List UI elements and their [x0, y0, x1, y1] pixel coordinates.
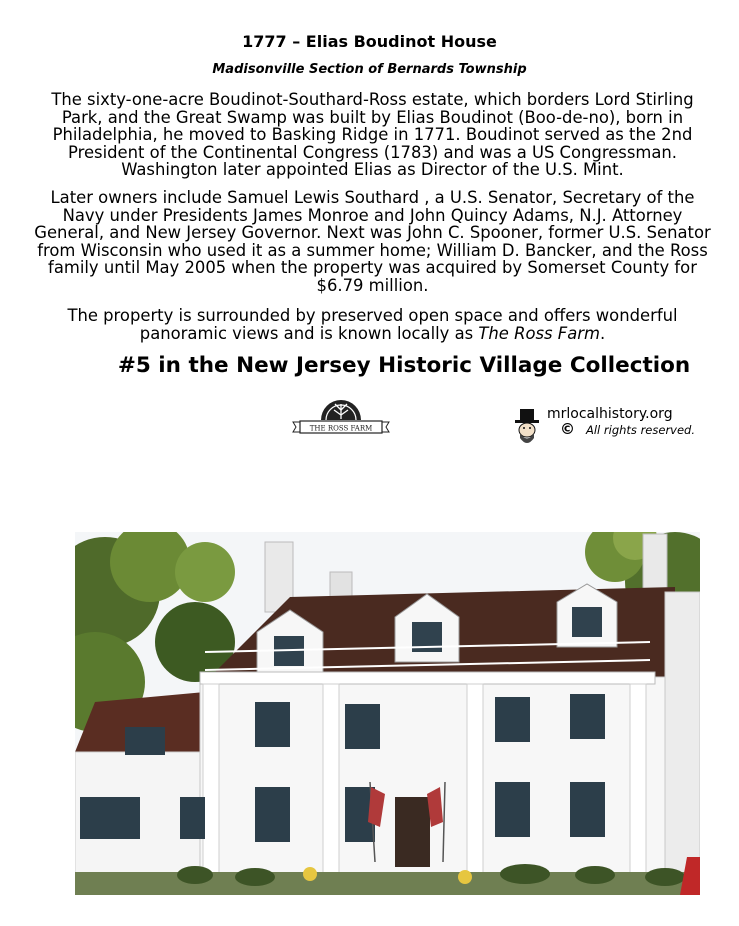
- mascot-icon: [513, 408, 541, 448]
- rights-text: All rights reserved.: [586, 423, 696, 437]
- page-title: 1777 – Elias Boudinot House: [242, 32, 497, 51]
- page-subtitle: Madisonville Section of Bernards Township: [212, 62, 527, 77]
- collection-title: #5 in the New Jersey Historic Village Collection: [117, 353, 691, 378]
- paragraph-3-text: The property is surrounded by preserved open space and offers wonderful panoramic views and is known locally as: [67, 306, 678, 343]
- house-photo: [75, 532, 700, 895]
- website-link[interactable]: mrlocalhistory.org: [547, 406, 673, 422]
- history-paragraph-1: The sixty-one-acre Boudinot-Southard-Ross estate, which borders Lord Stirling Park, and the Great Swamp was built by Elias Boudinot (Boo-de-no), born in Philadelphia, he moved to Basking Ridge in 1771. Boudinot served as the 2nd President of the Continental Congress (1783) and was a US Congressman. Washington later appointed Elias as Director of the U.S. Mint.: [51, 90, 694, 179]
- copyright-icon: ©: [560, 420, 575, 438]
- ross-farm-name: The Ross Farm: [478, 323, 600, 343]
- history-paragraph-3: [30, 307, 715, 342]
- logo-text: THE ROSS FARM: [309, 424, 373, 433]
- ross-farm-logo: [290, 390, 392, 442]
- paragraph-3-end: .: [599, 323, 606, 343]
- history-paragraph-2: Later owners include Samuel Lewis Southard , a U.S. Senator, Secretary of the Navy under Presidents James Monroe and John Quincy Adams, N.J. Attorney General, and New Jersey Governor. Next was John C. Spooner, former U.S. Senator from Wisconsin who used it as a summer home; William D. Bancker, and the Ross family until May 2005 when the property was acquired by Somerset County for $6.79 million.: [34, 188, 711, 295]
